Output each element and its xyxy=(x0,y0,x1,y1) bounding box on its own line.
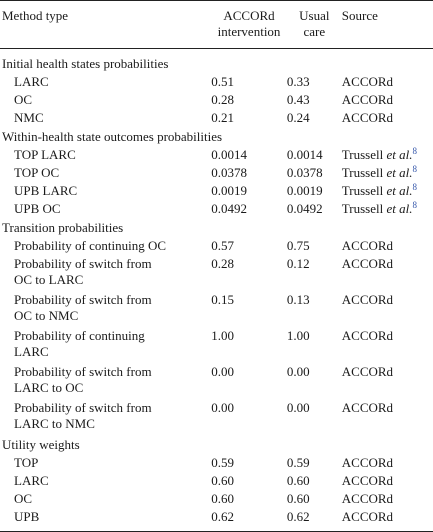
row-usual-value: 0.59 xyxy=(286,455,310,470)
section-within-health-state-outcomes xyxy=(0,128,433,219)
section-title-row xyxy=(0,436,433,455)
row-label: LARC xyxy=(14,473,49,488)
table-row xyxy=(0,74,433,92)
row-label: OC xyxy=(14,491,33,506)
table-row xyxy=(0,292,433,328)
row-source xyxy=(342,201,433,219)
row-accord-value: 0.00 xyxy=(211,400,234,415)
row-accord-value: 0.51 xyxy=(211,74,234,89)
row-accord-value: 0.28 xyxy=(211,92,234,107)
header-usual-care xyxy=(287,1,342,49)
row-label-line1: Probability of switch from xyxy=(14,256,152,271)
row-label-line2: LARC to NMC xyxy=(14,416,95,431)
header-usual-text: Usual care xyxy=(299,8,330,39)
table-row xyxy=(0,92,433,110)
section-title-row xyxy=(0,128,433,147)
row-usual-value: 0.33 xyxy=(286,74,310,89)
row-source xyxy=(342,165,433,183)
table-row xyxy=(0,201,433,219)
table-row xyxy=(0,147,433,165)
row-label: UPB LARC xyxy=(14,183,78,198)
row-accord-value: 0.0378 xyxy=(211,165,247,180)
section-utility-weights xyxy=(0,436,433,532)
row-source: ACCORd xyxy=(341,238,394,253)
row-accord-value: 0.57 xyxy=(211,238,234,253)
source-author: Trussell xyxy=(341,183,387,198)
table-row xyxy=(0,238,433,256)
row-accord-value: 0.62 xyxy=(211,509,234,524)
row-accord-value: 0.00 xyxy=(211,364,234,379)
table-row xyxy=(0,183,433,201)
row-usual-value: 0.13 xyxy=(286,292,310,307)
row-source: ACCORd xyxy=(341,92,394,107)
row-source xyxy=(342,183,433,201)
row-label-line1: Probability of switch from xyxy=(14,400,152,415)
row-usual-value: 0.00 xyxy=(286,364,310,379)
row-accord-value: 0.60 xyxy=(211,491,234,506)
row-accord-value: 0.60 xyxy=(211,473,234,488)
row-accord-value: 0.0019 xyxy=(211,183,247,198)
row-source: ACCORd xyxy=(341,473,394,488)
source-et-al: et al. xyxy=(386,201,413,216)
table-row xyxy=(0,455,433,473)
row-label xyxy=(0,292,211,328)
section-initial-health-states xyxy=(0,49,433,129)
row-source: ACCORd xyxy=(341,74,394,89)
row-usual-value: 0.24 xyxy=(286,110,310,125)
row-usual-value: 0.00 xyxy=(286,400,310,415)
table-row xyxy=(0,509,433,532)
row-source: ACCORd xyxy=(341,364,394,379)
source-et-al: et al. xyxy=(386,183,413,198)
row-accord-value: 0.59 xyxy=(211,455,234,470)
header-method-type: Method type xyxy=(2,8,69,23)
row-usual-value: 0.0378 xyxy=(286,165,323,180)
row-source: ACCORd xyxy=(341,455,394,470)
row-label-line1: Probability of continuing xyxy=(14,328,145,343)
row-source: ACCORd xyxy=(341,491,394,506)
table-row xyxy=(0,400,433,436)
row-usual-value: 0.0492 xyxy=(286,201,323,216)
table-row xyxy=(0,491,433,509)
row-label: NMC xyxy=(14,110,44,125)
row-accord-value: 0.21 xyxy=(211,110,234,125)
table-header-row xyxy=(0,1,433,49)
source-author: Trussell xyxy=(341,147,387,162)
table-row xyxy=(0,364,433,400)
section-title: Utility weights xyxy=(2,437,80,452)
section-title: Initial health states probabilities xyxy=(2,56,169,71)
row-label: TOP LARC xyxy=(14,147,76,162)
row-usual-value: 0.60 xyxy=(286,491,310,506)
row-label-line1: Probability of switch from xyxy=(14,292,152,307)
row-label xyxy=(0,400,211,436)
row-label xyxy=(0,256,211,292)
reference-link[interactable]: 8 xyxy=(412,146,417,156)
row-label-line2: LARC to OC xyxy=(14,380,84,395)
row-label: TOP OC xyxy=(14,165,60,180)
source-et-al: et al. xyxy=(386,147,413,162)
row-label-line2: LARC xyxy=(14,344,49,359)
source-et-al: et al. xyxy=(386,165,413,180)
section-title-row xyxy=(0,219,433,238)
row-label xyxy=(0,328,211,364)
section-title: Within-health state outcomes probabilities xyxy=(2,129,223,144)
row-label-line2: OC to LARC xyxy=(14,272,84,287)
source-author: Trussell xyxy=(341,201,387,216)
section-title-row xyxy=(0,49,433,75)
reference-link[interactable]: 8 xyxy=(412,200,417,210)
row-source: ACCORd xyxy=(341,110,394,125)
row-label: Probability of continuing OC xyxy=(14,238,167,253)
row-source xyxy=(342,147,433,165)
reference-link[interactable]: 8 xyxy=(412,182,417,192)
row-source: ACCORd xyxy=(341,292,394,307)
row-usual-value: 0.62 xyxy=(286,509,310,524)
row-accord-value: 0.0492 xyxy=(211,201,247,216)
table-row xyxy=(0,165,433,183)
row-label-line1: Probability of switch from xyxy=(14,364,152,379)
table-row xyxy=(0,256,433,292)
header-accord-text: ACCORd intervention xyxy=(217,8,281,39)
header-source: Source xyxy=(341,8,378,23)
table-row xyxy=(0,473,433,491)
row-source: ACCORd xyxy=(341,256,394,271)
row-source: ACCORd xyxy=(341,328,394,343)
row-usual-value: 0.0014 xyxy=(286,147,323,162)
row-usual-value: 0.60 xyxy=(286,473,310,488)
row-accord-value: 0.28 xyxy=(211,256,234,271)
row-accord-value: 0.15 xyxy=(211,292,234,307)
row-accord-value: 1.00 xyxy=(211,328,234,343)
row-label xyxy=(0,364,211,400)
row-usual-value: 0.75 xyxy=(286,238,310,253)
row-usual-value: 1.00 xyxy=(286,328,310,343)
row-source: ACCORd xyxy=(341,400,394,415)
source-author: Trussell xyxy=(341,165,387,180)
section-transition-probabilities xyxy=(0,219,433,436)
row-source: ACCORd xyxy=(341,509,394,524)
row-usual-value: 0.0019 xyxy=(286,183,323,198)
row-label-line2: OC to NMC xyxy=(14,308,79,323)
row-label: UPB xyxy=(14,509,40,524)
row-label: LARC xyxy=(14,74,49,89)
table-row xyxy=(0,110,433,128)
header-accord-intervention xyxy=(211,1,287,49)
row-usual-value: 0.12 xyxy=(286,256,310,271)
row-usual-value: 0.43 xyxy=(286,92,310,107)
row-label: TOP xyxy=(14,455,39,470)
row-label: OC xyxy=(14,92,33,107)
row-accord-value: 0.0014 xyxy=(211,147,247,162)
section-title: Transition probabilities xyxy=(2,220,124,235)
table-row xyxy=(0,328,433,364)
row-label: UPB OC xyxy=(14,201,61,216)
reference-link[interactable]: 8 xyxy=(412,164,417,174)
